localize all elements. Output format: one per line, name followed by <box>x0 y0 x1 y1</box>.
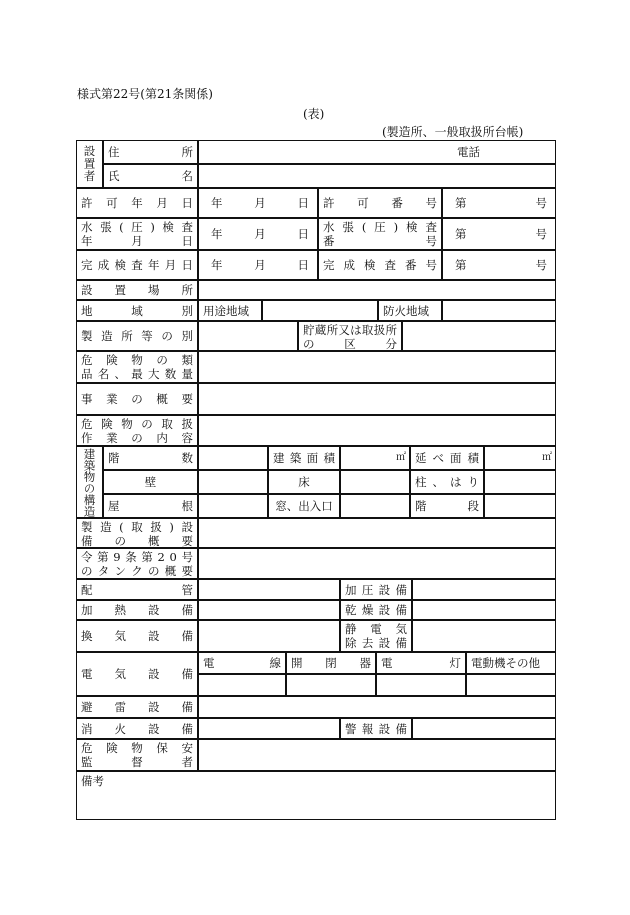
heating-text: 加 熱 設 備 <box>81 603 193 617</box>
static-line1: 静 電 気 <box>345 622 407 636</box>
business-label <box>76 383 198 415</box>
business-field[interactable] <box>198 383 556 415</box>
drying-label <box>340 600 412 620</box>
month-label: 月 <box>254 227 266 241</box>
facility-type-text: 製 造 所 等 の 別 <box>81 329 193 343</box>
floor-text: 床 <box>298 475 310 489</box>
address-field[interactable] <box>198 140 556 164</box>
building-structure-label <box>76 446 103 518</box>
supervisor-line2: 監 督 者 <box>81 755 193 769</box>
address-label <box>103 140 198 164</box>
roof-field[interactable] <box>198 494 268 518</box>
tank-label <box>76 548 198 579</box>
completion-date-text: 完 成 検 査 年 月 日 <box>81 258 193 272</box>
year-label: 年 <box>211 258 223 272</box>
water-test-date-line2: 年 月 日 <box>81 234 193 248</box>
permit-date-text: 許 可 年 月 日 <box>81 196 193 210</box>
year-label: 年 <box>211 196 223 210</box>
electrical-label <box>76 652 198 696</box>
piping-field[interactable] <box>198 579 340 600</box>
name-label <box>103 164 198 188</box>
motor-label <box>466 652 556 674</box>
zoning-label <box>76 300 198 321</box>
electrical-text: 電 気 設 備 <box>81 667 193 681</box>
hazmat-line2: 品 名 、 最 大 数 量 <box>81 367 193 381</box>
building-area-field[interactable] <box>340 446 410 470</box>
supervisor-field[interactable] <box>198 739 556 771</box>
water-test-number-line2: 番 号 <box>323 234 437 248</box>
wall-field[interactable] <box>198 470 268 494</box>
hazmat-label <box>76 351 198 383</box>
completion-number-field[interactable] <box>442 250 556 280</box>
switch-text: 開 閉 器 <box>291 656 371 670</box>
mfg-equipment-label <box>76 518 198 548</box>
total-area-field[interactable] <box>484 446 556 470</box>
storage-type-line1: 貯 蔵 所 又 は 取 扱 所 <box>303 323 397 337</box>
address-text: 住 所 <box>108 145 193 159</box>
installer-vertical-text: 設置者 <box>82 145 97 183</box>
lamp-text: 電 灯 <box>381 656 461 670</box>
pillar-text: 柱 、 は り <box>415 475 479 489</box>
pressurizing-field[interactable] <box>412 579 556 600</box>
water-test-date-label <box>76 218 198 250</box>
water-test-date-field[interactable] <box>198 218 318 250</box>
fire-zone-label <box>378 300 442 321</box>
zoning-text: 地 域 別 <box>81 303 193 318</box>
dai-label: 第 <box>455 196 467 210</box>
floors-field[interactable] <box>198 446 268 470</box>
static-label <box>340 620 412 652</box>
hazmat-line1: 危 険 物 の 類 <box>81 353 193 367</box>
total-area-text: 延 べ 面 積 <box>415 451 479 465</box>
form-number: 様式第22号(第21条関係) <box>77 87 213 101</box>
facility-type-field[interactable] <box>198 321 298 351</box>
stairs-label <box>410 494 484 518</box>
go-label: 号 <box>535 227 547 241</box>
handling-label <box>76 415 198 446</box>
lamp-label <box>376 652 466 674</box>
pillar-field[interactable] <box>484 470 556 494</box>
dai-label: 第 <box>455 227 467 241</box>
pillar-label <box>410 470 484 494</box>
business-text: 事 業 の 概 要 <box>81 392 193 406</box>
lamp-field[interactable] <box>376 674 466 696</box>
side-label: (表) <box>303 107 325 121</box>
month-label: 月 <box>254 258 266 272</box>
facility-type-label <box>76 321 198 351</box>
water-test-date-line1: 水 張 ( 圧 ) 検 査 <box>81 220 193 234</box>
ventilation-label <box>76 620 198 652</box>
go-label: 号 <box>535 258 547 272</box>
remarks-field[interactable] <box>76 771 556 820</box>
fire-ext-label <box>76 718 198 739</box>
heating-field[interactable] <box>198 600 340 620</box>
supervisor-label <box>76 739 198 771</box>
go-label: 号 <box>535 196 547 210</box>
lightning-field[interactable] <box>198 696 556 718</box>
tank-line2: の タ ン ク の 概 要 <box>81 564 193 578</box>
completion-number-label <box>318 250 442 280</box>
supervisor-line1: 危 険 物 保 安 <box>81 741 193 755</box>
completion-number-text: 完 成 検 査 番 号 <box>323 258 437 272</box>
storage-type-line2: の 区 分 <box>303 337 397 351</box>
wall-text: 壁 <box>144 475 157 489</box>
month-label: 月 <box>254 196 266 210</box>
completion-date-field[interactable] <box>198 250 318 280</box>
hazmat-field[interactable] <box>198 351 556 383</box>
alarm-text: 警 報 設 備 <box>345 721 407 736</box>
wall-label <box>103 470 198 494</box>
storage-type-label <box>298 321 402 351</box>
wiring-label <box>198 652 286 674</box>
fire-zone-text: 防火地域 <box>383 303 429 318</box>
ventilation-text: 換 気 設 備 <box>81 629 193 643</box>
building-area-text: 建 築 面 積 <box>273 451 335 465</box>
wiring-field[interactable] <box>198 674 286 696</box>
use-zone-label <box>198 300 262 321</box>
switch-label <box>286 652 376 674</box>
name-text: 氏 名 <box>108 169 193 183</box>
location-text: 設 置 場 所 <box>81 283 193 297</box>
windows-label <box>268 494 340 518</box>
fire-ext-text: 消 火 設 備 <box>81 721 193 736</box>
mfg-equipment-line2: 備 の 概 要 <box>81 534 193 548</box>
day-label: 日 <box>297 258 309 272</box>
piping-label <box>76 579 198 600</box>
switch-field[interactable] <box>286 674 376 696</box>
completion-date-label <box>76 250 198 280</box>
pressurizing-label <box>340 579 412 600</box>
piping-text: 配 管 <box>81 582 193 597</box>
windows-text: 窓、出入口 <box>275 499 333 513</box>
installer-label <box>76 140 103 188</box>
use-zone-text: 用途地域 <box>203 303 249 318</box>
handling-line1: 危 険 物 の 取 扱 <box>81 417 193 431</box>
mfg-equipment-field[interactable] <box>198 518 556 548</box>
lightning-text: 避 雷 設 備 <box>81 700 193 714</box>
name-field[interactable] <box>198 164 556 188</box>
ledger-title: (製造所、一般取扱所台帳) <box>382 125 524 139</box>
floor-label <box>268 470 340 494</box>
location-label <box>76 280 198 300</box>
drying-text: 乾 燥 設 備 <box>345 603 407 617</box>
day-label: 日 <box>297 227 309 241</box>
sqm-unit: ㎡ <box>542 452 552 463</box>
handling-field[interactable] <box>198 415 556 446</box>
wiring-text: 電 線 <box>203 656 281 670</box>
floors-label <box>103 446 198 470</box>
fire-ext-field[interactable] <box>198 718 340 739</box>
dai-label: 第 <box>455 258 467 272</box>
ledger-form <box>76 140 556 820</box>
floor-field[interactable] <box>340 470 410 494</box>
water-test-number-field[interactable] <box>442 218 556 250</box>
static-line2: 除 去 設 備 <box>345 636 407 650</box>
total-area-label <box>410 446 484 470</box>
heating-label <box>76 600 198 620</box>
tank-line1: 令 第 9 条 第 2 0 号 <box>81 550 193 564</box>
use-zone-field[interactable] <box>262 300 378 321</box>
alarm-label <box>340 718 412 739</box>
static-field[interactable] <box>412 620 556 652</box>
permit-number-field[interactable] <box>442 188 556 218</box>
tank-field[interactable] <box>198 548 556 579</box>
year-label: 年 <box>211 227 223 241</box>
sqm-unit: ㎡ <box>396 452 406 463</box>
handling-line2: 作 業 の 内 容 <box>81 431 193 445</box>
permit-date-field[interactable] <box>198 188 318 218</box>
windows-field[interactable] <box>340 494 410 518</box>
roof-text: 屋 根 <box>108 499 193 513</box>
water-test-number-label <box>318 218 442 250</box>
floors-text: 階 数 <box>108 451 193 465</box>
phone-label: 電話 <box>457 145 480 159</box>
mfg-equipment-line1: 製 造 ( 取 扱 ) 設 <box>81 520 193 534</box>
permit-number-text: 許 可 番 号 <box>323 196 437 210</box>
building-vertical-text: 建築物の構造 <box>82 447 97 517</box>
permit-date-label <box>76 188 198 218</box>
roof-label <box>103 494 198 518</box>
location-field[interactable] <box>198 280 556 300</box>
motor-text: 電動機その他 <box>471 656 540 670</box>
stairs-text: 階 段 <box>415 499 479 513</box>
day-label: 日 <box>297 196 309 210</box>
ventilation-field[interactable] <box>198 620 340 652</box>
alarm-field[interactable] <box>412 718 556 739</box>
water-test-number-line1: 水 張 ( 圧 ) 検 査 <box>323 220 437 234</box>
stairs-field[interactable] <box>484 494 556 518</box>
remarks-label: 備考 <box>81 774 104 788</box>
motor-field[interactable] <box>466 674 556 696</box>
storage-type-field[interactable] <box>402 321 556 351</box>
fire-zone-field[interactable] <box>442 300 556 321</box>
drying-field[interactable] <box>412 600 556 620</box>
lightning-label <box>76 696 198 718</box>
permit-number-label <box>318 188 442 218</box>
pressurizing-text: 加 圧 設 備 <box>345 582 407 597</box>
building-area-label <box>268 446 340 470</box>
